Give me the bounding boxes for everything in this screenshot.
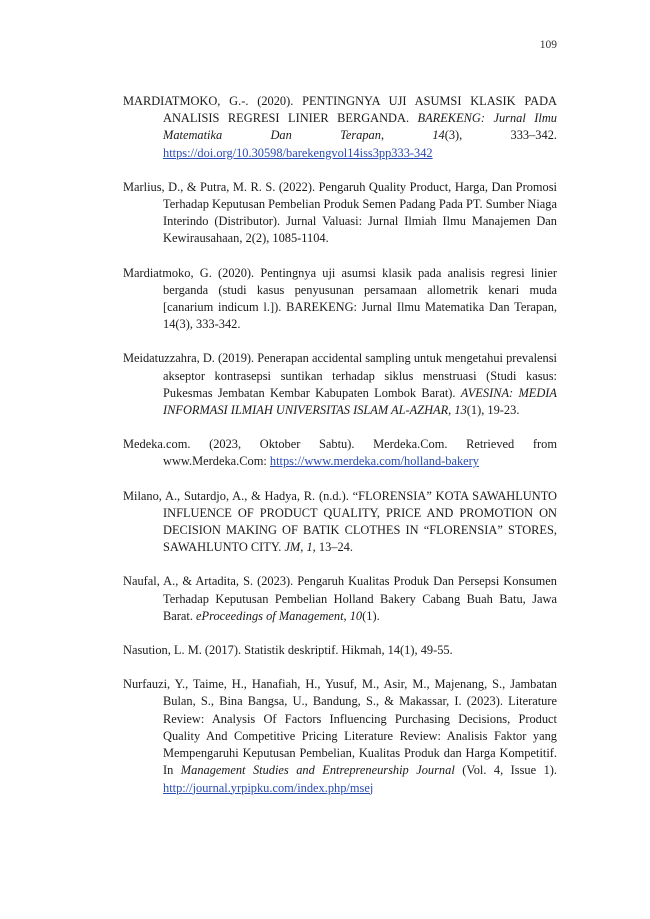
reference-item: Nurfauzi, Y., Taime, H., Hanafiah, H., Yusuf, M., Asir, M., Majenang, S., Jambatan Bulan, S., Bina Bangsa, U., Bandung, S., & Makassar, I. (2023). Literature Review: Analysis Of Factors Influencing Purchasing Decisions, Product Quality And Competitive Pricing Literature Review: Analisis Faktor yang Mempengaruhi Keputusan Pembelian, Kualitas Produk dan Harga Kompetitif. In Management Studies and Entrepreneurship Journal (Vol. 4, Issue 1). http://journal.yrpipku.com/index.php/msej — [123, 677, 558, 795]
web-link[interactable]: http://journal.yrpipku.com/index.php/msej — [163, 780, 374, 795]
reference-text: MARDIATMOKO, G.-. (2020). PENTINGNYA UJI ASUMSI KLASIK PADA ANALISIS REGRESI LINIER BERGANDA. — [123, 94, 557, 126]
reference-text: Nasution, L. M. (2017). Statistik deskriptif. Hikmah, 14(1), 49-55. — [123, 643, 453, 658]
reference-text: Milano, A., Sutardjo, A., & Hadya, R. (n.d.). “FLORENSIA” KOTA SAWAHLUNTO INFLUENCE OF PRODUCT QUALITY, PRICE AND PROMOTION ON DECISION MAKING OF BATIK CLOTHES IN “FLORENSIA” STORES, SAWAHLUNTO CITY. — [123, 488, 557, 555]
reference-item — [123, 179, 557, 248]
reference-list — [123, 93, 557, 814]
reference-text: Nurfauzi, Y., Taime, H., Hanafiah, H., Yusuf, M., Asir, M., Majenang, S., Jambatan Bulan, S., Bina Bangsa, U., Bandung, S., & Makassar, I. (2023). Literature Review: Analysis Of Factors Influencing Purchasing Decisions, Product Quality And Competitive Pricing Literature Review: Analisis Faktor yang Mempengaruhi Keputusan Pembelian, Kualitas Produk dan Harga Kompetitif. In — [123, 677, 557, 778]
reference-item: Naufal, A., & Artadita, S. (2023). Pengaruh Kualitas Produk Dan Persepsi Konsumen Terhadap Keputusan Pembelian Holland Bakery Cabang Buah Batu, Jawa Barat. eProceedings of Management, 10(1). — [123, 574, 557, 623]
reference-text: Marlius, D., & Putra, M. R. S. (2022). Pengaruh Quality Product, Harga, Dan Promosi Terhadap Keputusan Pembelian Produk Semen Padang Pada PT. Sumber Niaga Interindo (Distributor). Jurnal Valuasi: Jurnal Ilmiah Ilmu Manajemen Dan Kewirausahaan, 2(2), 1085-1104. — [123, 179, 557, 246]
page-number: 109 — [539, 39, 557, 51]
reference-item — [123, 642, 557, 659]
doi-link[interactable]: https://doi.org/10.30598/barekengvol14iss3pp333-342 — [163, 145, 433, 160]
journal-title: AVESINA: MEDIA INFORMASI ILMIAH UNIVERSITAS ISLAM AL-AZHAR — [163, 385, 557, 418]
journal-title: eProceedings of Management — [196, 608, 344, 623]
journal-title: Management Studies and Entrepreneurship Journal — [180, 763, 455, 778]
reference-item: MARDIATMOKO, G.-. (2020). PENTINGNYA UJI ASUMSI KLASIK PADA ANALISIS REGRESI LINIER BERGANDA. BAREKENG: Jurnal Ilmu Matematika Dan Terapan, 14(3), 333–342. https://doi.org/10.30598/barekengvol14iss3pp333-342 — [123, 94, 557, 160]
reference-item — [123, 265, 557, 334]
journal-volume: 13 — [454, 403, 467, 418]
journal-title: BAREKENG: Jurnal Ilmu Matematika Dan Terapan — [163, 111, 557, 143]
web-link[interactable]: https://www.merdeka.com/holland-bakery — [269, 454, 479, 469]
journal-volume: 10 — [349, 608, 363, 623]
reference-text: Mardiatmoko, G. (2020). Pentingnya uji asumsi klasik pada analisis regresi linier berganda (studi kasus penyusunan persamaan allometrik kenari muda [canarium indicum l.]). BAREKENG: Jurnal Ilmu Matematika Dan Terapan, 14(3), 333-342. — [123, 265, 557, 332]
reference-text: Medeka.com. (2023, Oktober Sabtu). Merdeka.Com. Retrieved from www.Merdeka.Com: — [123, 437, 557, 469]
journal-volume: 1 — [306, 540, 313, 555]
reference-item: Milano, A., Sutardjo, A., & Hadya, R. (n.d.). “FLORENSIA” KOTA SAWAHLUNTO INFLUENCE OF PRODUCT QUALITY, PRICE AND PROMOTION ON DECISION MAKING OF BATIK CLOTHES IN “FLORENSIA” STORES, SAWAHLUNTO CITY. JM, 1, 13–24. — [123, 488, 557, 555]
journal-volume: 14 — [432, 128, 445, 143]
reference-item — [123, 436, 557, 470]
reference-item: Meidatuzzahra, D. (2019). Penerapan accidental sampling untuk mengetahui prevalensi akseptor kontrasepsi suntikan terhadap siklus menstruasi (Studi kasus: Pukesmas Jembatan Kembar Kabupaten Lombok Barat). AVESINA: MEDIA INFORMASI ILMIAH UNIVERSITAS ISLAM AL-AZHAR, 13(1), 19-23. — [123, 351, 557, 418]
reference-text: Meidatuzzahra, D. (2019). Penerapan accidental sampling untuk mengetahui prevalensi akseptor kontrasepsi suntikan terhadap siklus menstruasi (Studi kasus: Pukesmas Jembatan Kembar Kabupaten Lombok Barat). — [123, 351, 557, 400]
journal-title: JM — [284, 540, 301, 555]
reference-text: Naufal, A., & Artadita, S. (2023). Pengaruh Kualitas Produk Dan Persepsi Konsumen Terhadap Keputusan Pembelian Holland Bakery Cabang Buah Batu, Jawa Barat. — [123, 574, 557, 623]
